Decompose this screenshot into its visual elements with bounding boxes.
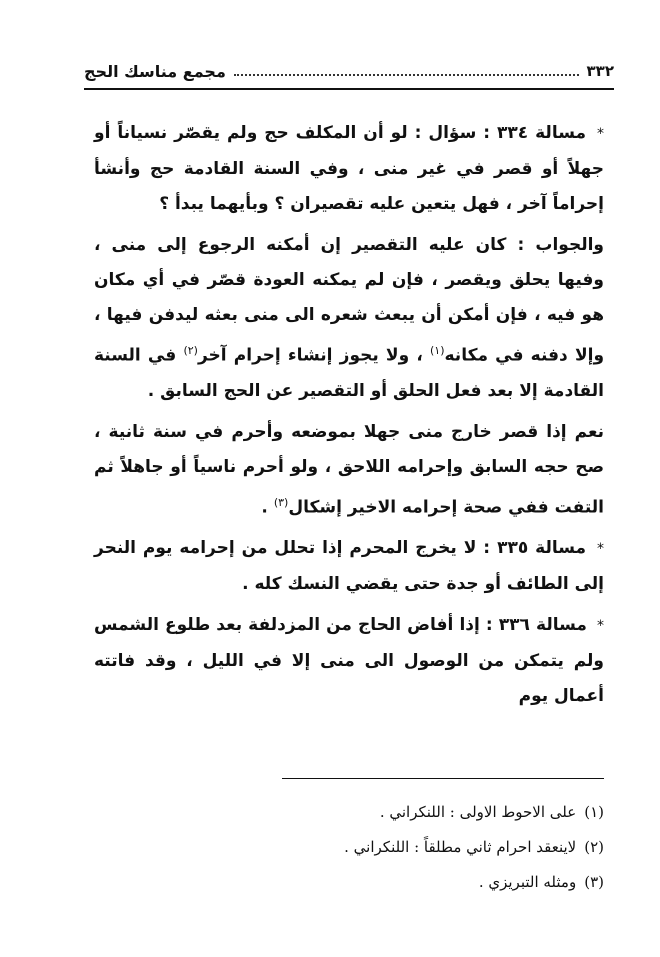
footnote-text: لاينعقد احرام ثاني مطلقاً : اللنكراني . [344, 838, 577, 856]
issue-336-colon: : [479, 615, 499, 636]
issue-335-text: لا يخرج المحرم إذا تحلل من إحرامه يوم النحر إلى الطائف أو جدة حتى يقضي النسك كله . [94, 538, 604, 595]
asterisk-marker: * [597, 126, 604, 142]
issue-336-text: إذا أفاض الحاج من المزدلفة بعد طلوع الشمس ولم يتمكن من الوصول الى منى إلا في الليل ، وقد فاتته أعمال يوم [94, 615, 604, 707]
answer-label: والجواب [535, 235, 604, 255]
footnote-text: على الاحوط الاولى : اللنكراني . [379, 803, 577, 821]
footnote-ref-3[interactable]: (٣) [273, 495, 289, 509]
asterisk-marker: * [597, 541, 605, 558]
answer-paragraph [94, 228, 604, 409]
footnotes [160, 795, 604, 900]
footnote-2 [160, 830, 604, 865]
answer-text-part1: كان عليه التقصير إن أمكنه الرجوع إلى منى ، وفيها يحلق ويقصر ، فإن لم يمكنه العودة قصّر في أي مكان هو فيه ، فإن أمكن أن يبعث شعره الى منى بعثه ليدفن فيها ، وإلا دفنه في مكانه [94, 235, 605, 366]
issue-334-text: سؤال : لو أن المكلف حج ولم يقصّر نسياناً أو جهلاً أو قصر في غير منى ، وفي السنة القادمة حج وأنشأ إحراماً آخر ، فهل يتعين عليه تقصيران ؟ وبأيهما يبدأ ؟ [94, 123, 604, 214]
issue-336-paragraph [94, 608, 604, 714]
header-dot-leader [234, 74, 579, 76]
footnote-ref-1[interactable]: (١) [429, 344, 445, 357]
issue-335-colon: : [476, 538, 498, 559]
issue-334-colon: : [476, 123, 498, 143]
page-number: ٣٣٢ [586, 62, 614, 80]
naam-end: . [261, 497, 274, 518]
asterisk-marker: * [597, 618, 604, 635]
footnote-ref-2[interactable]: (٢) [183, 344, 198, 357]
footnote-3 [160, 865, 604, 900]
header-rule [84, 88, 614, 90]
answer-text-part3: في السنة القادمة إلا بعد فعل الحلق أو التقصير عن الحج السابق . [94, 345, 604, 401]
footnote-text: ومثله التبريزي . [478, 873, 577, 891]
issue-335-label: مسالة ٣٣٥ [497, 538, 587, 559]
footnote-rule [282, 778, 604, 779]
footnote-number: (٣) [584, 873, 604, 891]
naam-text: نعم إذا قصر خارج منى جهلا بموضعه وأحرم في سنة ثانية ، صح حجه السابق وإحرامه اللاحق ، ولو أحرم ناسياً أو جاهلاً ثم التفت ففي صحة إحرامه الاخير إشكال [94, 421, 604, 518]
footnote-number: (١) [584, 803, 604, 821]
answer-colon: : [506, 235, 536, 255]
issue-336-label: مسالة ٣٣٦ [498, 615, 587, 636]
page-header [84, 58, 614, 84]
issue-334-paragraph [94, 116, 604, 222]
footnote-1 [160, 795, 604, 830]
issue-335-paragraph [94, 531, 604, 602]
answer-text-part2: ، ولا يجوز إنشاء إحرام آخر [197, 345, 430, 366]
issue-334-label: مسالة ٣٣٤ [497, 123, 587, 143]
footnote-number: (٢) [584, 838, 604, 856]
naam-paragraph [94, 415, 604, 526]
running-title: مجمع مناسك الحج [84, 61, 226, 81]
main-text [94, 116, 604, 720]
